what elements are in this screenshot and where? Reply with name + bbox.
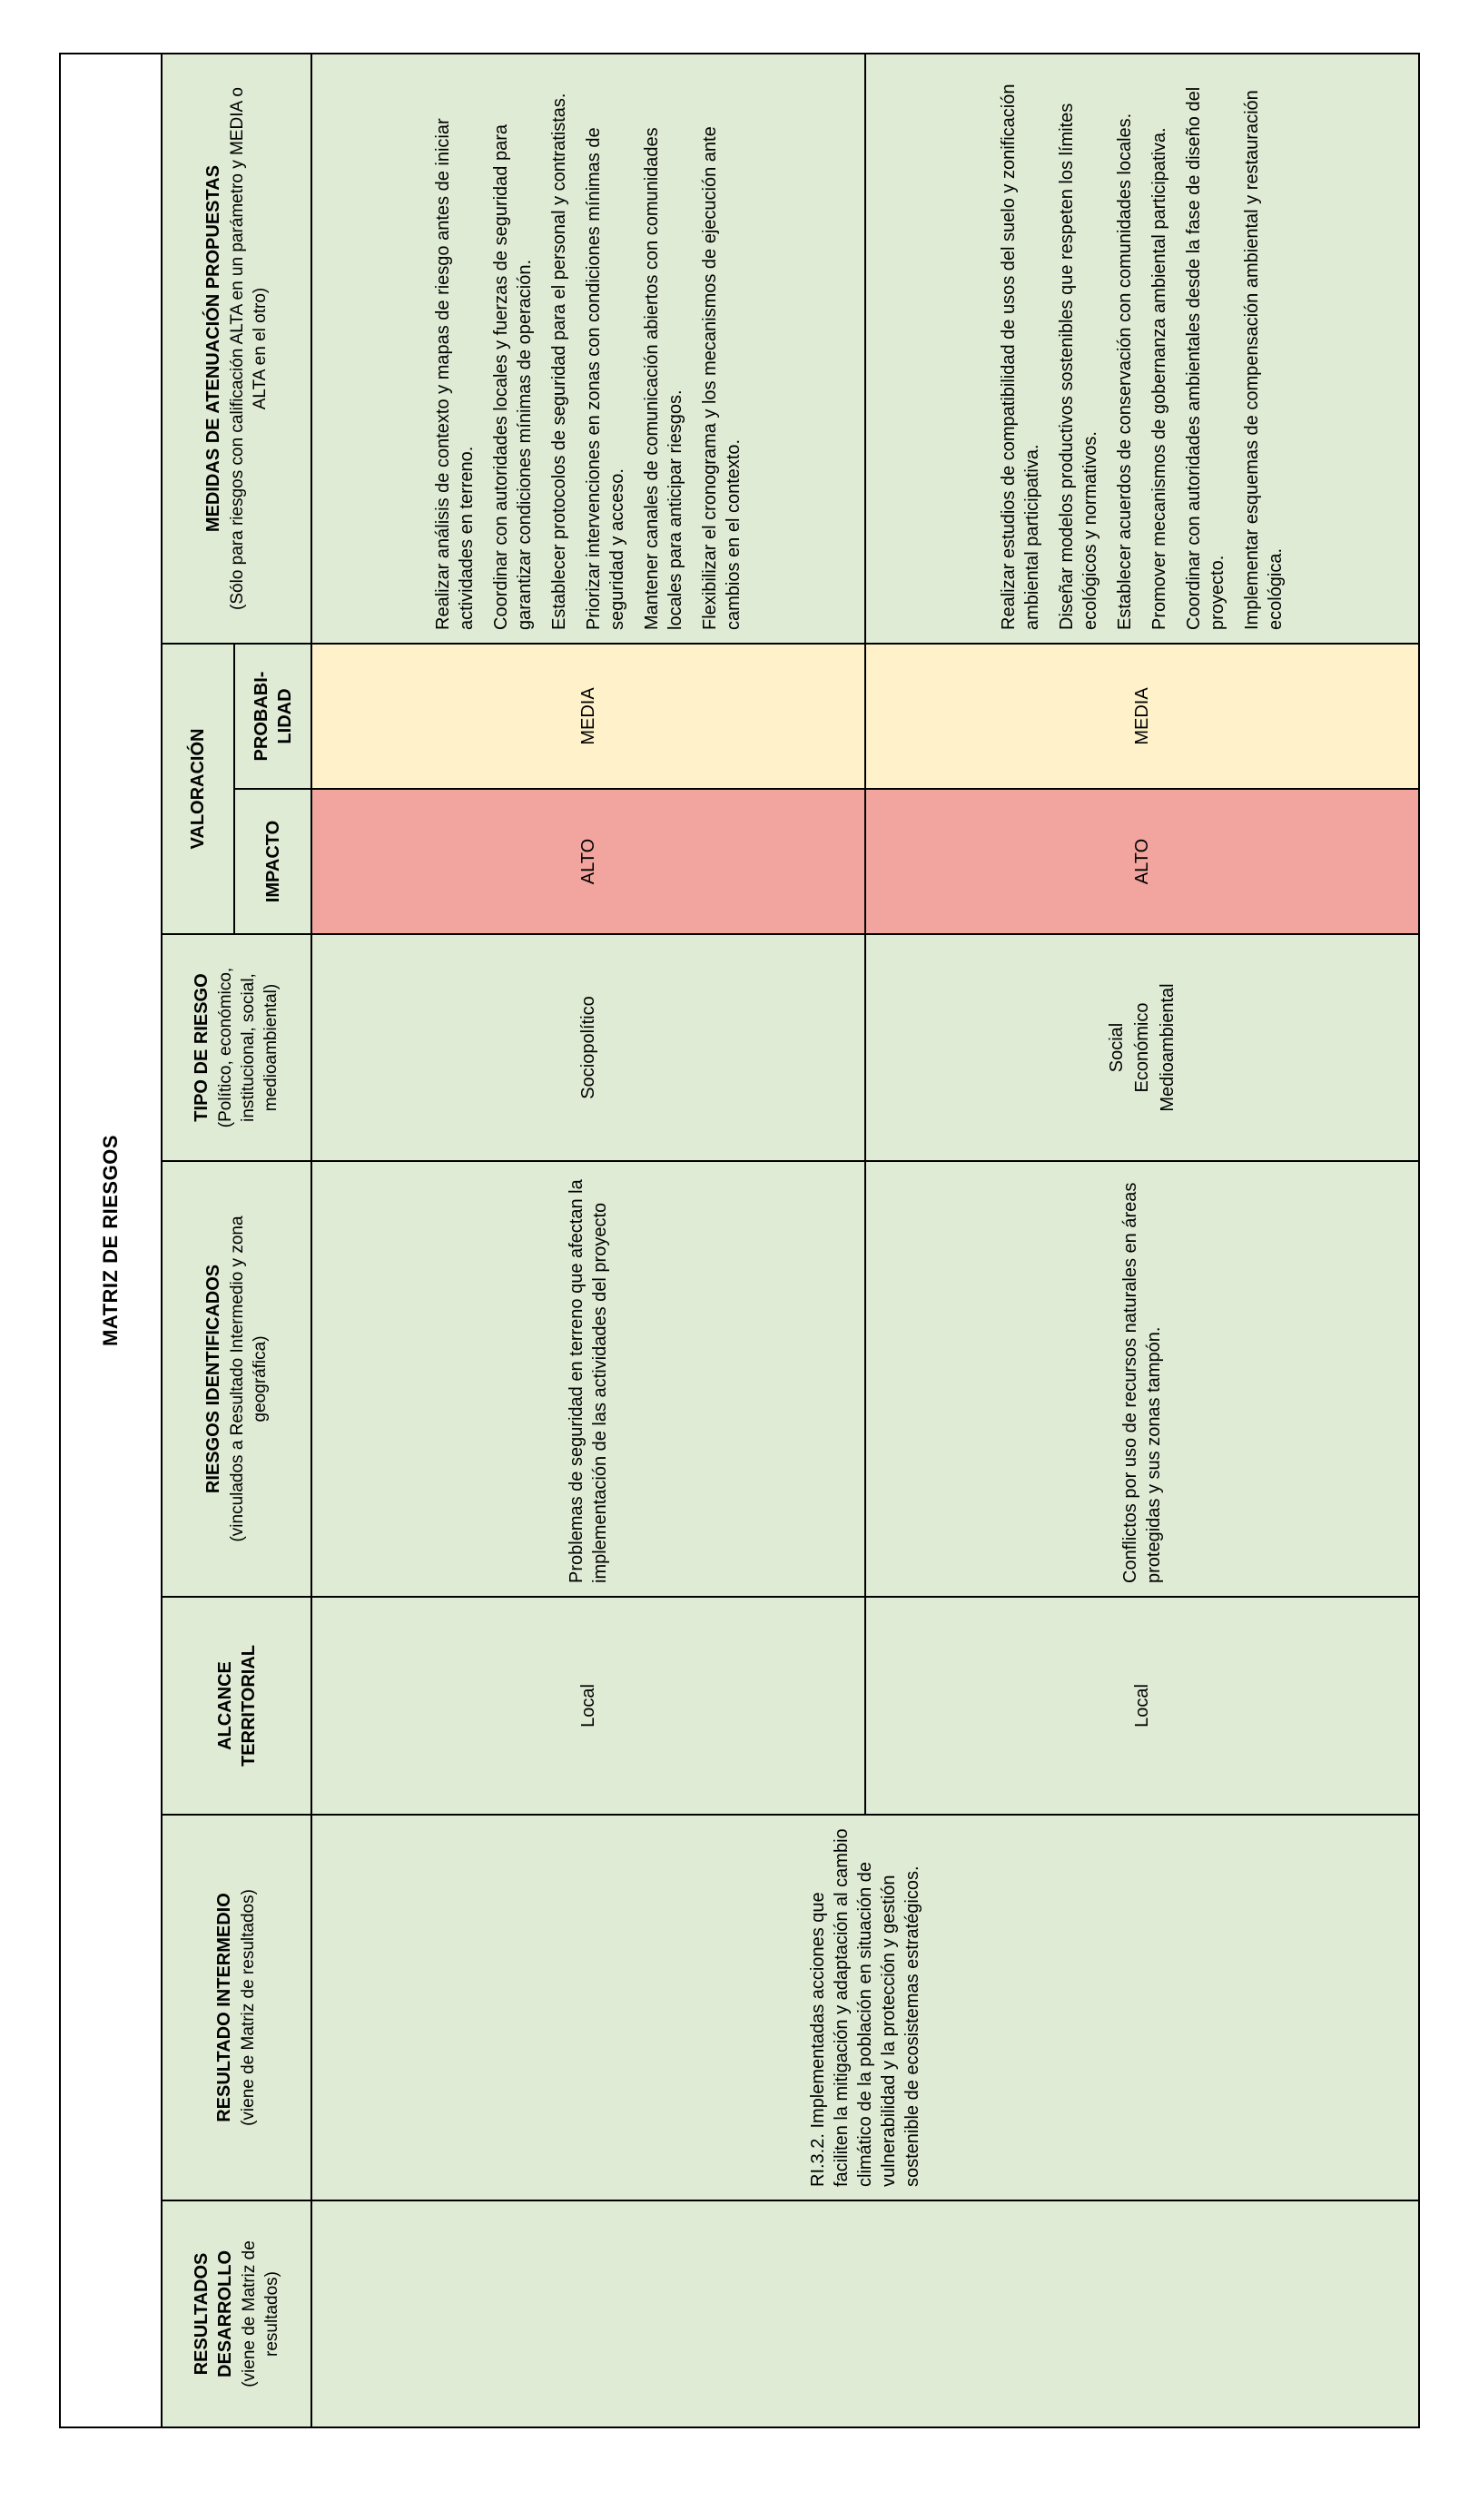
header-alcance-title: ALCANCE TERRITORIAL [214, 1644, 259, 1767]
header-medidas-title: MEDIDAS DE ATENUACIÓN PROPUESTAS [202, 164, 223, 533]
cell-impacto-row1: ALTO [311, 789, 865, 934]
header-resultados-title: RESULTADOS DESARROLLO [191, 2250, 235, 2377]
header-valoracion [162, 644, 234, 934]
mitigation-measure: Implementar esquemas de compensación ambiental y restauración ecológica. [1242, 90, 1286, 630]
cell-probabilidad-row2: MEDIA [865, 644, 1419, 789]
table-title: MATRIZ DE RIESGOS [60, 54, 162, 2427]
cell-resultados-desarrollo [311, 2200, 1419, 2427]
header-resultado-intermedio [162, 1815, 311, 2200]
header-riesgos-subtitle: (vinculados a Resultado Intermedio y zona geográfica) [227, 1216, 270, 1542]
mitigation-measure: Diseñar modelos productivos sostenibles que respeten los límites ecológicos y normativos. [1057, 103, 1100, 630]
cell-alcance-row1: Local [311, 1597, 865, 1815]
mitigation-measure: Establecer protocolos de seguridad para el personal y contratistas. [549, 93, 569, 630]
header-tipo-title: TIPO DE RIESGO [192, 973, 212, 1122]
mitigation-measure: Coordinar con autoridades locales y fuerzas de seguridad para garantizar condiciones mínimas de operación. [491, 123, 535, 630]
mitigation-measure: Priorizar intervenciones en zonas con condiciones mínimas de seguridad y acceso. [584, 127, 627, 630]
header-tipo-subtitle: (Político, económico, institucional, social, medioambiental) [216, 967, 281, 1128]
header-probabilidad: PROBABI-LIDAD [234, 644, 311, 789]
header-tipo-de-riesgo [162, 934, 311, 1161]
risk-row-1 [311, 54, 865, 2427]
header-resultado-intermedio-title: RESULTADO INTERMEDIO [214, 1893, 235, 2122]
risk-matrix-rotated-container [59, 54, 1398, 2428]
header-impacto: IMPACTO [234, 789, 311, 934]
mitigation-measure: Mantener canales de comunicación abiertos con comunidades locales para anticipar riesgos. [642, 127, 685, 630]
cell-probabilidad-row1: MEDIA [311, 644, 865, 789]
title-row [60, 54, 162, 2427]
mitigation-measure: Realizar estudios de compatibilidad de usos del suelo y zonificación ambiental participativa. [999, 84, 1042, 630]
header-medidas-atenuacion [162, 54, 311, 644]
tipo-value: Medioambiental [1158, 983, 1178, 1112]
risk-matrix-table [59, 53, 1420, 2428]
cell-tipo-row1 [311, 934, 865, 1161]
header-riesgos-identificados [162, 1161, 311, 1597]
cell-resultado-intermedio: RI.3.2. Implementadas acciones que faciliten la mitigación y adaptación al cambio climático de la población en situación de vulnerabilidad y la protección y gestión sostenible de ecosistemas estratégicos. [311, 1815, 1419, 2200]
mitigation-measure: Coordinar con autoridades ambientales desde la fase de diseño del proyecto. [1184, 86, 1227, 630]
header-row [162, 54, 234, 2427]
mitigation-measure: Flexibilizar el cronograma y los mecanismos de ejecución ante cambios en el contexto. [700, 126, 744, 630]
header-resultado-intermedio-subtitle: (viene de Matriz de resultados) [239, 1889, 259, 2126]
header-valoracion-title: VALORACIÓN [188, 728, 208, 850]
header-riesgos-title: RIESGOS IDENTIFICADOS [202, 1264, 223, 1494]
cell-medidas-row1 [311, 54, 865, 644]
cell-alcance-row2: Local [865, 1597, 1419, 1815]
header-alcance-territorial [162, 1597, 311, 1815]
tipo-value: Sociopolítico [578, 996, 598, 1099]
cell-medidas-row2 [865, 54, 1419, 644]
mitigation-measure: Establecer acuerdos de conservación con comunidades locales. [1115, 113, 1135, 630]
cell-riesgo-row2: Conflictos por uso de recursos naturales en áreas protegidas y sus zonas tampón. [865, 1161, 1419, 1597]
mitigation-measure: Promover mecanismos de gobernanza ambiental participativa. [1149, 127, 1169, 630]
tipo-value: Económico [1132, 1002, 1152, 1093]
cell-tipo-row2 [865, 934, 1419, 1161]
header-resultados-subtitle: (viene de Matriz de resultados) [239, 2240, 281, 2387]
tipo-value: Social [1107, 1022, 1127, 1073]
header-resultados-desarrollo [162, 2200, 311, 2427]
mitigation-measure: Realizar análisis de contexto y mapas de riesgo antes de iniciar actividades en terreno. [433, 118, 477, 630]
cell-impacto-row2: ALTO [865, 789, 1419, 934]
cell-riesgo-row1: Problemas de seguridad en terreno que afectan la implementación de las actividades del proyecto [311, 1161, 865, 1597]
header-medidas-subtitle: (Sólo para riesgos con calificación ALTA en un parámetro y MEDIA o ALTA en el otro) [227, 87, 270, 610]
